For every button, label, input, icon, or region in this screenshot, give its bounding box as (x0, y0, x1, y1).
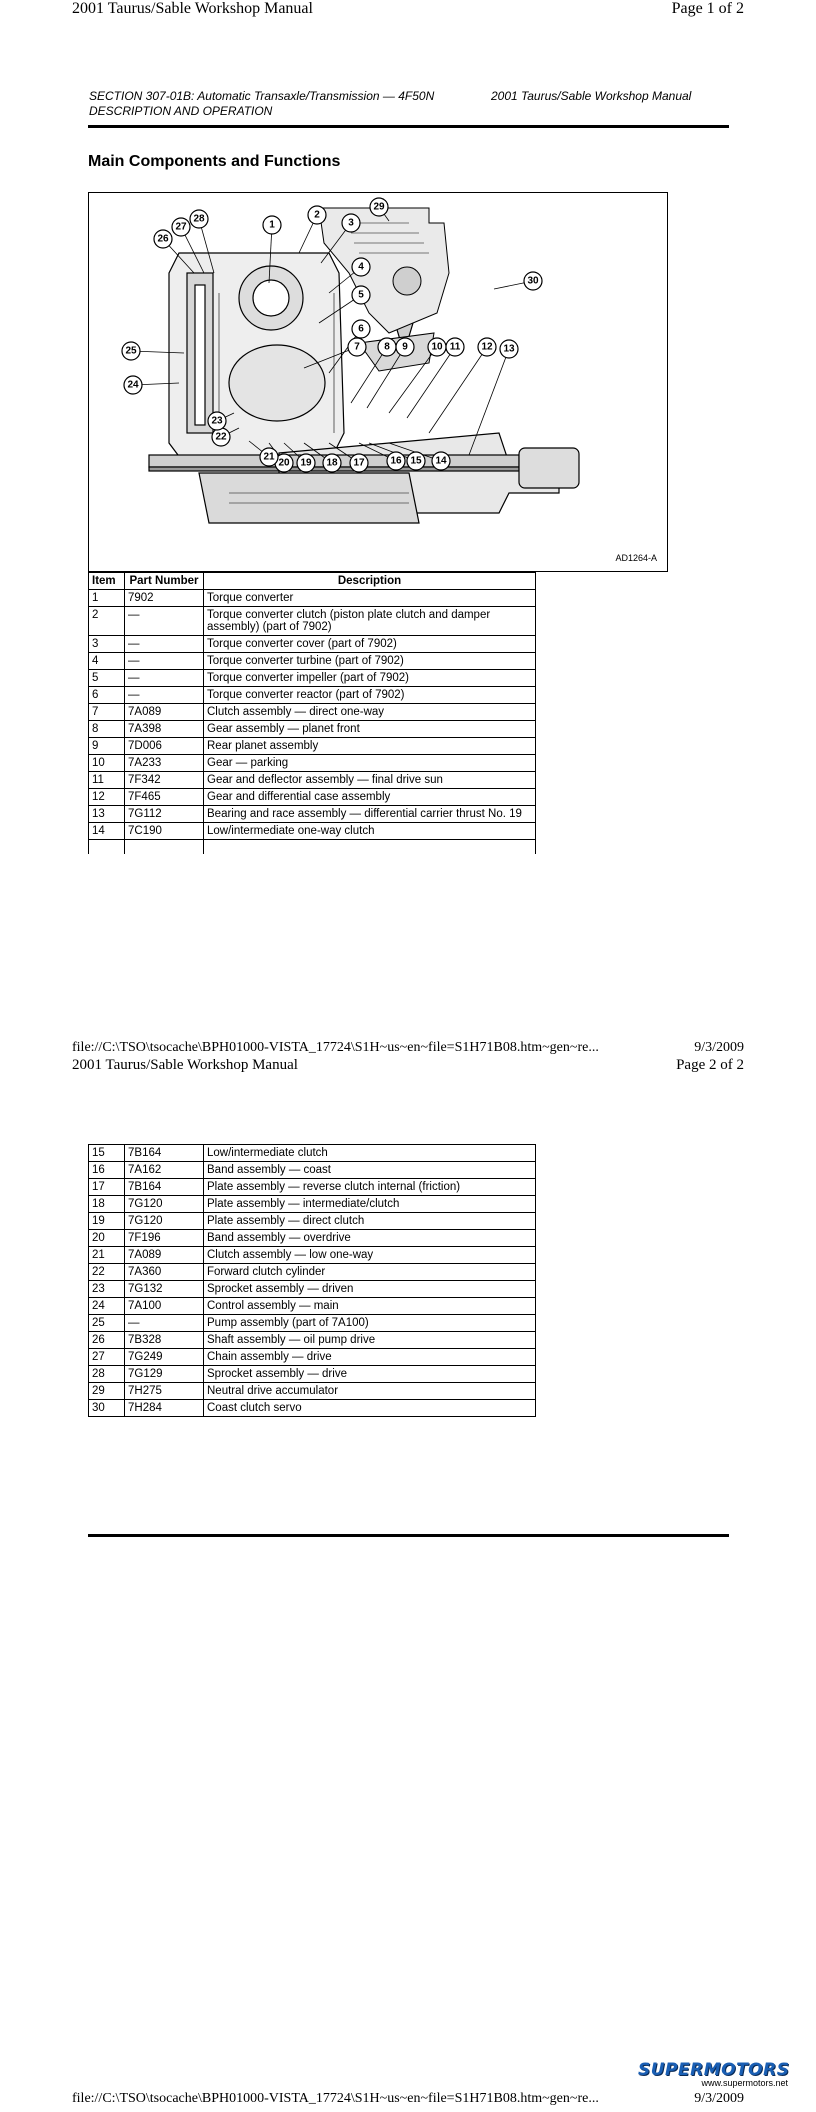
table-row (89, 636, 536, 653)
item-cell: 17 (89, 1179, 125, 1196)
description-cell: Sprocket assembly — driven (204, 1281, 536, 1298)
table-row (89, 1162, 536, 1179)
table-row (89, 1349, 536, 1366)
item-cell: 20 (89, 1230, 125, 1247)
description-cell: Pump assembly (part of 7A100) (204, 1315, 536, 1332)
item-cell: 26 (89, 1332, 125, 1349)
item-cell: 30 (89, 1400, 125, 1417)
callout-number: 10 (431, 341, 443, 353)
part-number-cell: — (125, 687, 204, 704)
callout-number: 16 (390, 455, 402, 467)
part-number-cell: — (125, 670, 204, 687)
page-title: Main Components and Functions (88, 153, 341, 170)
table-header-row (89, 573, 536, 590)
callout-number: 24 (127, 379, 139, 391)
watermark-brand: SUPERMOTORS (638, 2060, 790, 2080)
table-row (89, 806, 536, 823)
page2-footer-left: file://C:\TSO\tsocache\BPH01000-VISTA_17724\S1H~us~en~file=S1H71B08.htm~gen~re... (72, 2091, 599, 2106)
description-cell: Torque converter clutch (piston plate clutch and damper assembly) (part of 7902) (204, 607, 536, 636)
table-row (89, 1281, 536, 1298)
callout-number: 18 (326, 457, 338, 469)
item-cell: 7 (89, 704, 125, 721)
callout-number: 30 (527, 275, 539, 287)
section-rule (88, 125, 729, 128)
callout-number: 25 (125, 345, 137, 357)
callout-number: 14 (435, 455, 447, 467)
callout-number: 8 (384, 341, 390, 353)
table-row (89, 1298, 536, 1315)
item-cell: 21 (89, 1247, 125, 1264)
callout-number: 27 (175, 221, 187, 233)
description-cell: Low/intermediate clutch (204, 1145, 536, 1162)
table-row (89, 1366, 536, 1383)
part-number-cell: 7902 (125, 590, 204, 607)
section-line (89, 89, 725, 104)
table-row (89, 704, 536, 721)
part-number-cell: 7A233 (125, 755, 204, 772)
table-row (89, 590, 536, 607)
callout-number: 6 (358, 323, 364, 335)
table-row (89, 738, 536, 755)
page1-header-right: Page 1 of 2 (671, 0, 744, 17)
callout-number: 15 (410, 455, 422, 467)
part-number-cell: — (125, 653, 204, 670)
table-spacer-row (89, 840, 536, 855)
transaxle-cutaway-figure (88, 192, 668, 572)
part-number-cell: — (125, 1315, 204, 1332)
item-cell: 14 (89, 823, 125, 840)
table-row (89, 670, 536, 687)
part-number-cell: 7G120 (125, 1196, 204, 1213)
callout-number: 12 (481, 341, 493, 353)
item-cell: 5 (89, 670, 125, 687)
callout-number: 17 (353, 457, 365, 469)
page2-footer-right: 9/3/2009 (694, 2091, 744, 2106)
description-cell: Torque converter turbine (part of 7902) (204, 653, 536, 670)
watermark-site: www.supermotors.net (701, 2078, 788, 2088)
table-row (89, 1332, 536, 1349)
description-cell: Low/intermediate one-way clutch (204, 823, 536, 840)
part-number-cell: 7A398 (125, 721, 204, 738)
table-row (89, 1400, 536, 1417)
item-cell: 24 (89, 1298, 125, 1315)
description-cell: Torque converter impeller (part of 7902) (204, 670, 536, 687)
table-row (89, 1230, 536, 1247)
item-cell: 28 (89, 1366, 125, 1383)
table-row (89, 823, 536, 840)
header-item: Item (89, 573, 125, 590)
table-row (89, 687, 536, 704)
description-cell: Torque converter (204, 590, 536, 607)
callout-number: 13 (503, 343, 515, 355)
callout-number: 28 (193, 213, 205, 225)
description-cell: Bearing and race assembly — differential carrier thrust No. 19 (204, 806, 536, 823)
item-cell: 1 (89, 590, 125, 607)
item-cell: 12 (89, 789, 125, 806)
table-row (89, 1264, 536, 1281)
description-cell: Chain assembly — drive (204, 1349, 536, 1366)
description-cell: Control assembly — main (204, 1298, 536, 1315)
table-row (89, 653, 536, 670)
table-row (89, 772, 536, 789)
item-cell: 29 (89, 1383, 125, 1400)
description-cell: Sprocket assembly — drive (204, 1366, 536, 1383)
callout-number: 29 (373, 201, 385, 213)
description-cell: Torque converter cover (part of 7902) (204, 636, 536, 653)
table-row (89, 1145, 536, 1162)
part-number-cell: 7F465 (125, 789, 204, 806)
table-row (89, 1196, 536, 1213)
table-row (89, 1247, 536, 1264)
description-cell: Band assembly — coast (204, 1162, 536, 1179)
callout-number: 11 (449, 341, 461, 353)
part-number-cell: 7F196 (125, 1230, 204, 1247)
description-cell: Neutral drive accumulator (204, 1383, 536, 1400)
header-description: Description (204, 573, 536, 590)
callout-number: 4 (358, 261, 364, 273)
callout-number: 1 (269, 219, 275, 231)
item-cell: 2 (89, 607, 125, 636)
item-cell: 10 (89, 755, 125, 772)
part-number-cell: — (125, 636, 204, 653)
callout-leader-line (429, 347, 487, 433)
item-cell: 22 (89, 1264, 125, 1281)
parts-table-page1 (88, 572, 536, 854)
table-row (89, 1213, 536, 1230)
part-number-cell: 7B164 (125, 1145, 204, 1162)
part-number-cell: 7G112 (125, 806, 204, 823)
description-cell: Band assembly — overdrive (204, 1230, 536, 1247)
page2-bottom-rule (88, 1534, 729, 1537)
part-number-cell: 7G129 (125, 1366, 204, 1383)
part-number-cell: 7A089 (125, 1247, 204, 1264)
item-cell: 18 (89, 1196, 125, 1213)
callout-number: 20 (278, 457, 290, 469)
header-part-number: Part Number (125, 573, 204, 590)
description-cell: Gear and differential case assembly (204, 789, 536, 806)
parts-table-page2 (88, 1144, 536, 1417)
callout-number: 23 (211, 415, 223, 427)
transaxle-illustration (89, 193, 667, 571)
table-row (89, 755, 536, 772)
part-number-cell: 7A089 (125, 704, 204, 721)
page1-header-left: 2001 Taurus/Sable Workshop Manual (72, 0, 313, 17)
part-number-cell: 7A100 (125, 1298, 204, 1315)
page1-footer-right: 9/3/2009 (694, 1040, 744, 1055)
part-number-cell: 7A360 (125, 1264, 204, 1281)
section-subtitle: DESCRIPTION AND OPERATION (89, 104, 273, 118)
description-cell: Shaft assembly — oil pump drive (204, 1332, 536, 1349)
table-row (89, 721, 536, 738)
description-cell: Plate assembly — intermediate/clutch (204, 1196, 536, 1213)
part-number-cell: — (125, 607, 204, 636)
callout-number: 7 (354, 341, 360, 353)
description-cell: Clutch assembly — direct one-way (204, 704, 536, 721)
part-number-cell: 7H275 (125, 1383, 204, 1400)
description-cell: Gear assembly — planet front (204, 721, 536, 738)
table-row (89, 1179, 536, 1196)
item-cell: 15 (89, 1145, 125, 1162)
figure-id: AD1264-A (615, 553, 657, 563)
item-cell: 4 (89, 653, 125, 670)
empty-cell (204, 840, 536, 855)
item-cell: 11 (89, 772, 125, 789)
description-cell: Plate assembly — reverse clutch internal (friction) (204, 1179, 536, 1196)
callout-number: 21 (263, 451, 275, 463)
part-number-cell: 7C190 (125, 823, 204, 840)
part-number-cell: 7G249 (125, 1349, 204, 1366)
callout-number: 9 (402, 341, 408, 353)
page1-footer-left: file://C:\TSO\tsocache\BPH01000-VISTA_17724\S1H~us~en~file=S1H71B08.htm~gen~re... (72, 1040, 599, 1055)
empty-cell (125, 840, 204, 855)
description-cell: Rear planet assembly (204, 738, 536, 755)
item-cell: 8 (89, 721, 125, 738)
section-manual-title: 2001 Taurus/Sable Workshop Manual (491, 89, 692, 103)
item-cell: 3 (89, 636, 125, 653)
table-row (89, 789, 536, 806)
callout-number: 19 (300, 457, 312, 469)
part-number-cell: 7A162 (125, 1162, 204, 1179)
part-number-cell: 7F342 (125, 772, 204, 789)
part-number-cell: 7B164 (125, 1179, 204, 1196)
table-row (89, 1383, 536, 1400)
item-cell: 25 (89, 1315, 125, 1332)
description-cell: Gear — parking (204, 755, 536, 772)
description-cell: Plate assembly — direct clutch (204, 1213, 536, 1230)
item-cell: 6 (89, 687, 125, 704)
description-cell: Clutch assembly — low one-way (204, 1247, 536, 1264)
empty-cell (89, 840, 125, 855)
callout-number: 5 (358, 289, 364, 301)
item-cell: 9 (89, 738, 125, 755)
item-cell: 27 (89, 1349, 125, 1366)
description-cell: Forward clutch cylinder (204, 1264, 536, 1281)
item-cell: 19 (89, 1213, 125, 1230)
page2-header-left: 2001 Taurus/Sable Workshop Manual (72, 1057, 298, 1073)
part-number-cell: 7G132 (125, 1281, 204, 1298)
part-number-cell: 7B328 (125, 1332, 204, 1349)
callout-number: 3 (348, 217, 354, 229)
supermotors-watermark (638, 2062, 788, 2088)
table-row (89, 1315, 536, 1332)
item-cell: 16 (89, 1162, 125, 1179)
part-number-cell: 7H284 (125, 1400, 204, 1417)
item-cell: 13 (89, 806, 125, 823)
page2-header-right: Page 2 of 2 (676, 1057, 744, 1073)
callout-number: 2 (314, 209, 320, 221)
section-title: SECTION 307-01B: Automatic Transaxle/Transmission — 4F50N (89, 89, 435, 103)
description-cell: Gear and deflector assembly — final drive sun (204, 772, 536, 789)
description-cell: Coast clutch servo (204, 1400, 536, 1417)
callout-number: 26 (157, 233, 169, 245)
callout-number: 22 (215, 431, 227, 443)
description-cell: Torque converter reactor (part of 7902) (204, 687, 536, 704)
part-number-cell: 7G120 (125, 1213, 204, 1230)
table-row (89, 607, 536, 636)
item-cell: 23 (89, 1281, 125, 1298)
part-number-cell: 7D006 (125, 738, 204, 755)
